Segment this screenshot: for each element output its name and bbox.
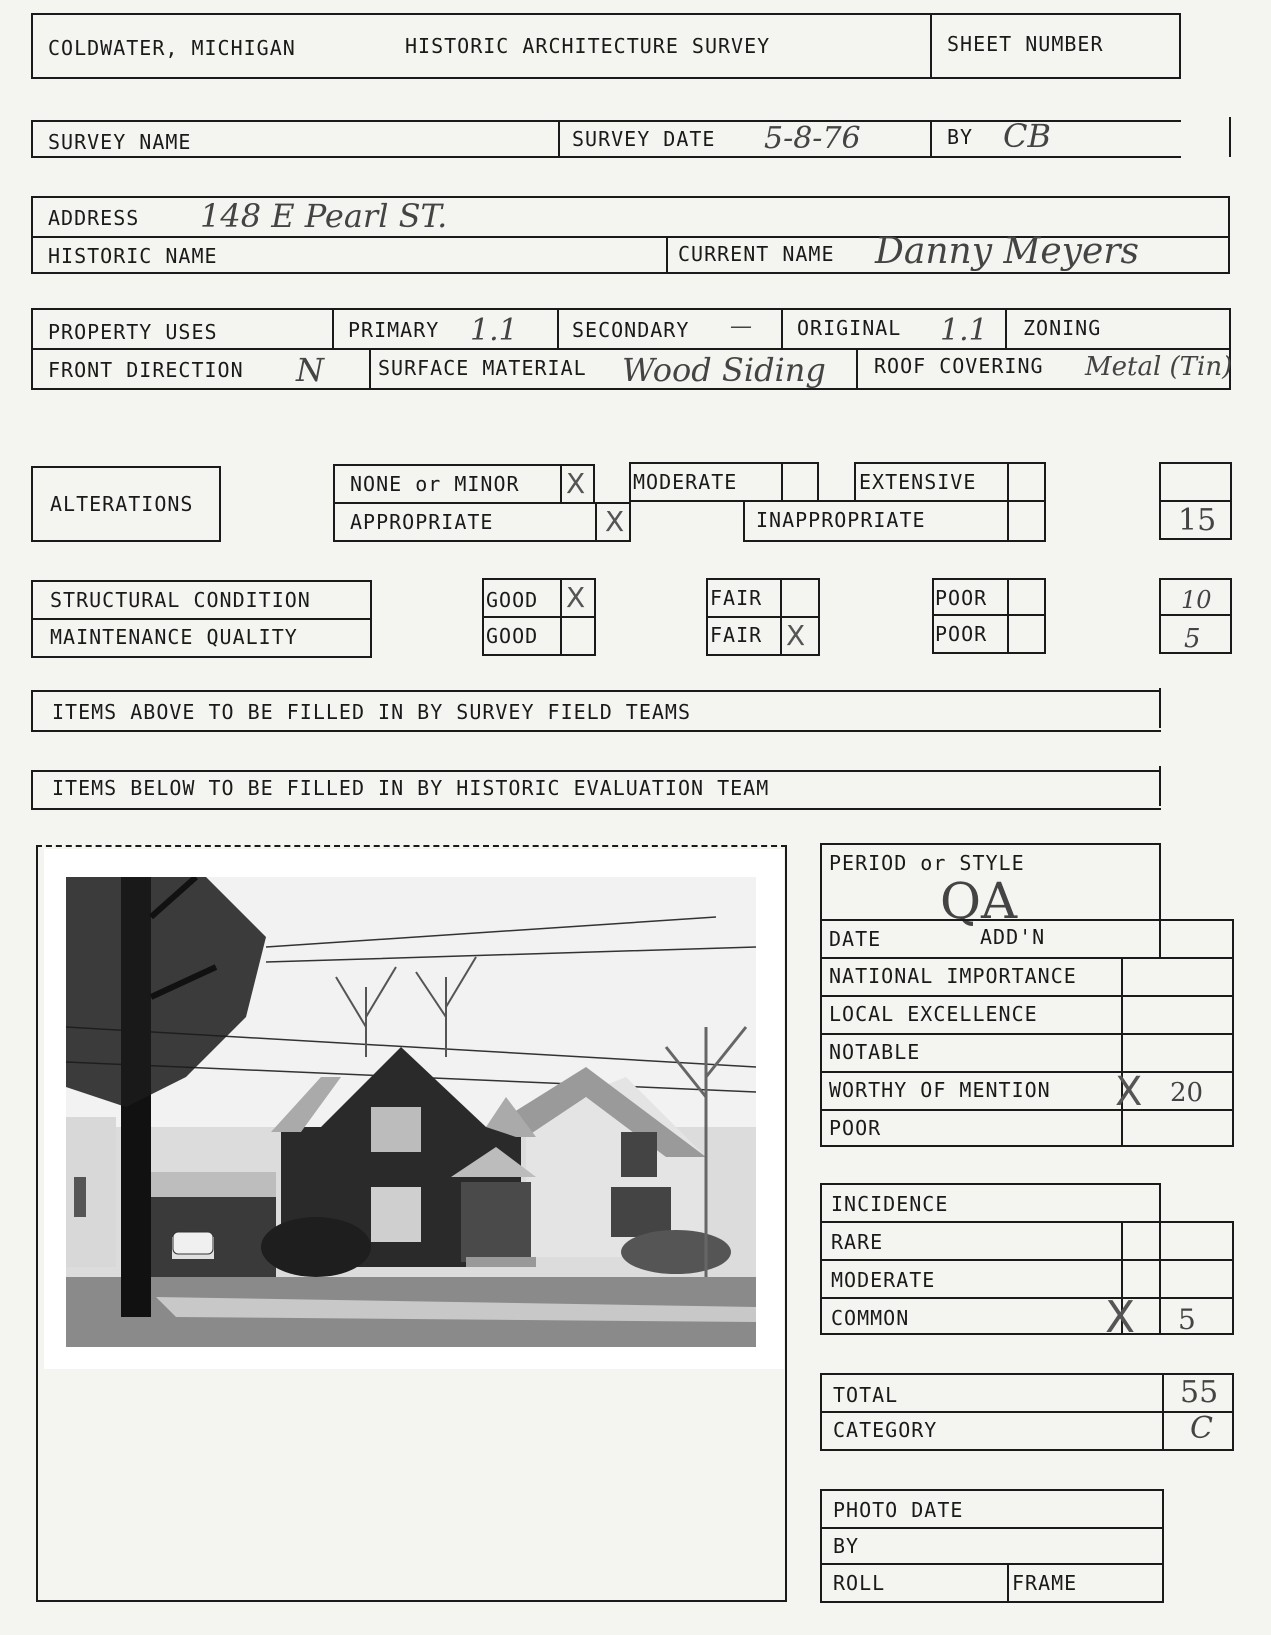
survey-divider-2 [930,120,932,158]
surface-material-value: Wood Siding [622,351,826,389]
worthy-mark: X [1115,1069,1143,1115]
eval-line-4 [820,1071,1234,1073]
roof-covering-value: Metal (Tin) [1085,352,1233,382]
items-above-end [1159,688,1161,728]
poor-label-structural: POOR [935,586,988,610]
eval-line-3 [820,1033,1234,1035]
current-name-label: CURRENT NAME [678,242,835,266]
none-minor-label: NONE or MINOR [350,472,520,496]
property-div-3 [781,308,783,348]
condition-label-line [31,618,372,620]
appropriate-label: APPROPRIATE [350,510,494,534]
poor-line [932,614,1046,616]
survey-date-label: SURVEY DATE [572,127,716,151]
appropriate-check-div [595,502,597,542]
alterations-label: ALTERATIONS [50,492,194,516]
date-value: ADD'N [980,925,1046,949]
house-photo-drawing [66,877,756,1347]
frame-label: FRAME [1012,1571,1078,1595]
photo-info-col-div [1007,1563,1009,1603]
property-div-4 [1005,308,1007,348]
inc-line-1 [820,1259,1234,1261]
photo-info-line-1 [820,1527,1164,1529]
local-excellence-label: LOCAL EXCELLENCE [829,1002,1038,1026]
items-above-note: ITEMS ABOVE TO BE FILLED IN BY SURVEY FIELD TEAMS [52,700,692,724]
photo-frame-top [36,845,787,847]
alterations-score-line [1159,500,1232,502]
original-label: ORIGINAL [797,316,902,340]
property-div-2 [557,308,559,348]
total-value: 55 [1180,1375,1219,1410]
original-value: 1.1 [940,313,988,348]
evaluation-col-div [1121,957,1123,1147]
survey-name-label: SURVEY NAME [48,130,192,154]
items-below-end [1159,766,1161,806]
structural-condition-label: STRUCTURAL CONDITION [50,588,311,612]
fair-line [706,616,820,618]
property-mid-line [31,348,1231,350]
common-label: COMMON [831,1306,910,1330]
maintenance-score: 5 [1184,624,1201,654]
survey-by-value: CB [1003,117,1051,155]
notable-label: NOTABLE [829,1040,921,1064]
moderate-label: MODERATE [633,470,738,494]
total-line [820,1411,1234,1413]
worthy-score: 20 [1170,1078,1204,1108]
inc-line-2 [820,1297,1234,1299]
maintenance-quality-label: MAINTENANCE QUALITY [50,625,298,649]
address-divider [666,236,668,274]
photo-info-line-2 [820,1563,1164,1565]
survey-date-value: 5-8-76 [764,121,861,156]
total-col-div [1162,1373,1164,1451]
good-label-structural: GOOD [486,588,539,612]
date-label: DATE [829,927,882,951]
survey-divider-1 [558,120,560,158]
property-div-1 [332,308,334,348]
primary-label: PRIMARY [348,318,440,342]
front-direction-value: N [296,351,324,389]
address-label: ADDRESS [48,206,140,230]
category-value: C [1190,1411,1213,1446]
poor-label-maintenance: POOR [935,622,988,646]
photo-by-label: BY [833,1534,860,1558]
property-div-5 [369,348,371,390]
good-label-maintenance: GOOD [486,624,539,648]
period-style-value: QA [940,872,1018,930]
house-photo [44,849,784,1369]
inappropriate-check-div [1007,500,1009,542]
front-direction-label: FRONT DIRECTION [48,358,244,382]
eval-line-5 [820,1109,1234,1111]
survey-divider-end [1229,117,1231,157]
none-minor-mark: X [566,467,586,500]
good-line [482,616,596,618]
secondary-value: — [730,314,752,339]
moderate-check-div [781,462,783,502]
current-name-value: Danny Meyers [875,231,1139,272]
common-mark: X [1105,1292,1136,1343]
national-importance-label: NATIONAL IMPORTANCE [829,964,1077,988]
form-title: HISTORIC ARCHITECTURE SURVEY [405,34,771,58]
sheet-number-label: SHEET NUMBER [947,32,1104,56]
extensive-check-div [1007,462,1009,502]
alterations-score: 15 [1178,503,1217,538]
appropriate-mark: X [605,505,625,538]
photo-date-label: PHOTO DATE [833,1498,964,1522]
rare-label: RARE [831,1230,884,1254]
surface-material-label: SURFACE MATERIAL [378,356,587,380]
condition-score-line [1159,614,1232,616]
secondary-label: SECONDARY [572,318,690,342]
historic-name-label: HISTORIC NAME [48,244,218,268]
fair-check-div [780,578,782,656]
property-div-6 [856,348,858,390]
zoning-label: ZONING [1023,316,1102,340]
inappropriate-label: INAPPROPRIATE [756,508,926,532]
category-label: CATEGORY [833,1418,938,1442]
fair-label-structural: FAIR [710,586,763,610]
poor-rating-label: POOR [829,1116,882,1140]
none-minor-check-div [560,464,562,504]
primary-value: 1.1 [470,313,518,348]
incidence-col-div-2 [1159,1221,1161,1335]
roll-label: ROLL [833,1571,886,1595]
poor-check-div [1007,578,1009,654]
structural-good-mark: X [566,581,586,614]
incidence-label: INCIDENCE [831,1192,949,1216]
period-style-label: PERIOD or STYLE [829,851,1025,875]
roof-covering-label: ROOF COVERING [874,354,1044,378]
survey-by-label: BY [947,125,974,149]
structural-score: 10 [1181,586,1212,614]
eval-line-1 [820,957,1234,959]
moderate-incidence-label: MODERATE [831,1268,936,1292]
maintenance-fair-mark: X [786,619,806,652]
total-label: TOTAL [833,1383,899,1407]
items-below-note: ITEMS BELOW TO BE FILLED IN BY HISTORIC EVALUATION TEAM [52,776,770,800]
address-value: 148 E Pearl ST. [200,197,448,235]
worthy-of-mention-label: WORTHY OF MENTION [829,1078,1051,1102]
header-divider [930,13,932,79]
city-label: COLDWATER, MICHIGAN [48,36,296,60]
good-check-div [560,578,562,656]
common-score: 5 [1178,1303,1196,1336]
property-uses-label: PROPERTY USES [48,320,218,344]
evaluation-col-div-2 [1159,919,1161,957]
eval-line-2 [820,995,1234,997]
extensive-label: EXTENSIVE [859,470,977,494]
fair-label-maintenance: FAIR [710,623,763,647]
